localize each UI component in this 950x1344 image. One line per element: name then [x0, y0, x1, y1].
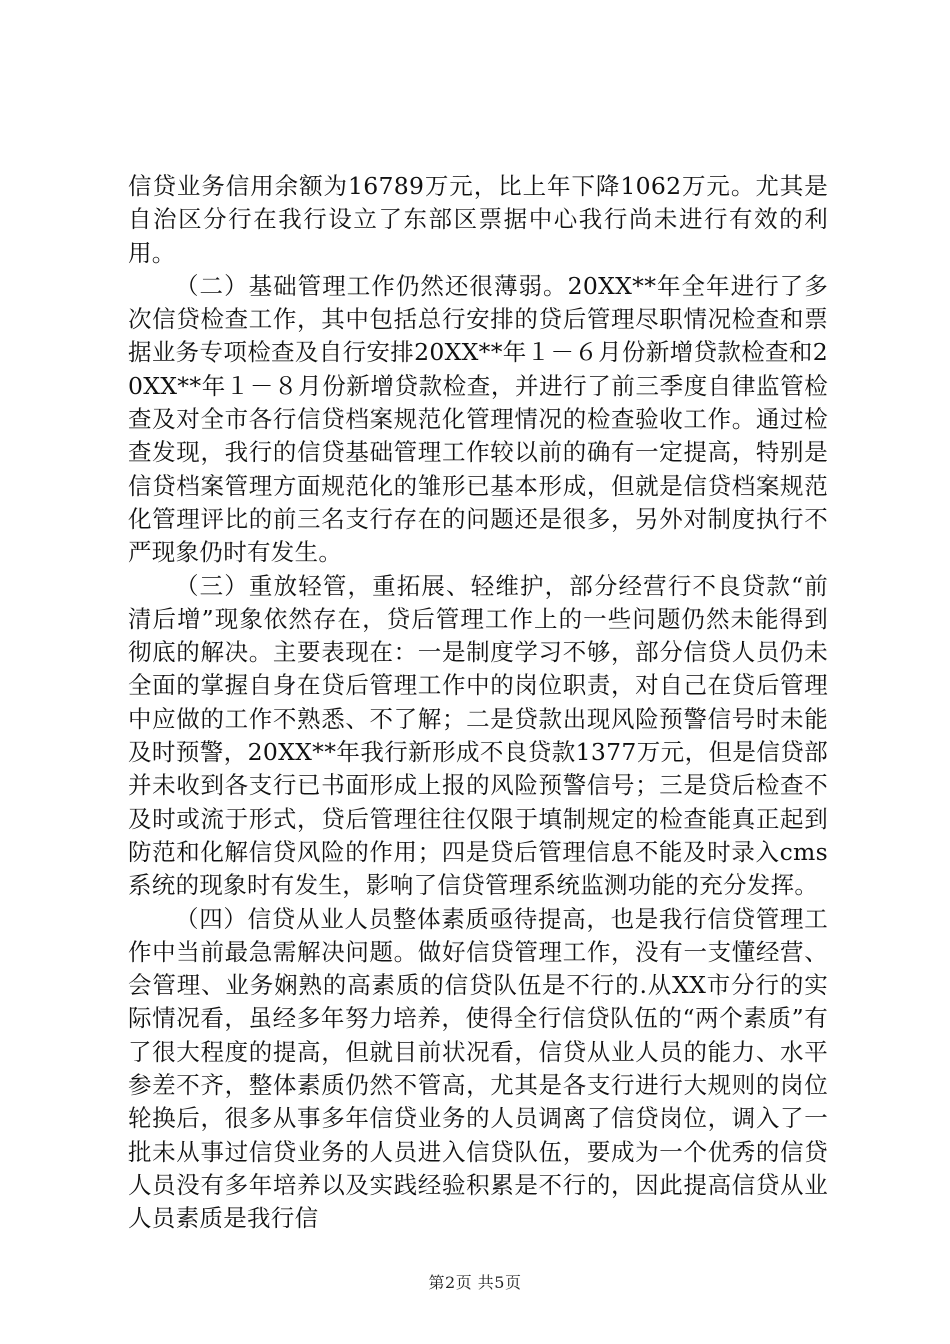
page-footer: 第2页 共5页	[428, 1273, 522, 1292]
paragraph-continuation: 信贷业务信用余额为16789万元，比上年下降1062万元。尤其是自治区分行在我行设立了东部区票据中心我行尚未进行有效的利用。	[128, 172, 828, 267]
document-body	[128, 170, 828, 1236]
paragraph-section-four: （四）信贷从业人员整体素质亟待提高，也是我行信贷管理工作中当前最急需解决问题。做好信贷管理工作，没有一支懂经营、会管理、业务娴熟的高素质的信贷队伍是不行的.从XX市分行的实际情况看，虽经多年努力培养，使得全行信贷队伍的“两个素质”有了很大程度的提高，但就目前状况看，信贷从业人员的能力、水平参差不齐，整体素质仍然不管高，尤其是各支行进行大规则的岗位轮换后，很多从事多年信贷业务的人员调离了信贷岗位，调入了一批未从事过信贷业务的人员进入信贷队伍，要成为一个优秀的信贷人员没有多年培养以及实践经验积累是不行的，因此提高信贷从业人员素质是我行信	[128, 904, 828, 1233]
paragraph-section-three: （三）重放轻管，重拓展、轻维护，部分经营行不良贷款“前清后增”现象依然存在，贷后管理工作上的一些问题仍然未能得到彻底的解决。主要表现在：一是制度学习不够，部分信贷人员仍未全面的掌握自身在贷后管理工作中的岗位职责，对自己在贷后管理中应做的工作不熟悉、不了解；二是贷款出现风险预警信号时未能及时预警，20XX**年我行新形成不良贷款1377万元，但是信贷部并未收到各支行已书面形成上报的风险预警信号；三是贷后检查不及时或流于形式，贷后管理往往仅限于填制规定的检查能真正起到防范和化解信贷风险的作用；四是贷后管理信息不能及时录入cms系统的现象时有发生，影响了信贷管理系统监测功能的充分发挥。	[128, 571, 828, 900]
paragraph-section-two: （二）基础管理工作仍然还很薄弱。20XX**年全年进行了多次信贷检查工作，其中包括总行安排的贷后管理尽职情况检查和票据业务专项检查及自行安排20XX**年１－６月份新增贷款检查和20XX**年１－８月份新增贷款检查，并进行了前三季度自律监管检查及对全市各行信贷档案规范化管理情况的检查验收工作。通过检查发现，我行的信贷基础管理工作较以前的确有一定提高，特别是信贷档案管理方面规范化的雏形已基本形成，但就是信贷档案规范化管理评比的前三名支行存在的问题还是很多，另外对制度执行不严现象仍时有发生。	[128, 271, 828, 567]
